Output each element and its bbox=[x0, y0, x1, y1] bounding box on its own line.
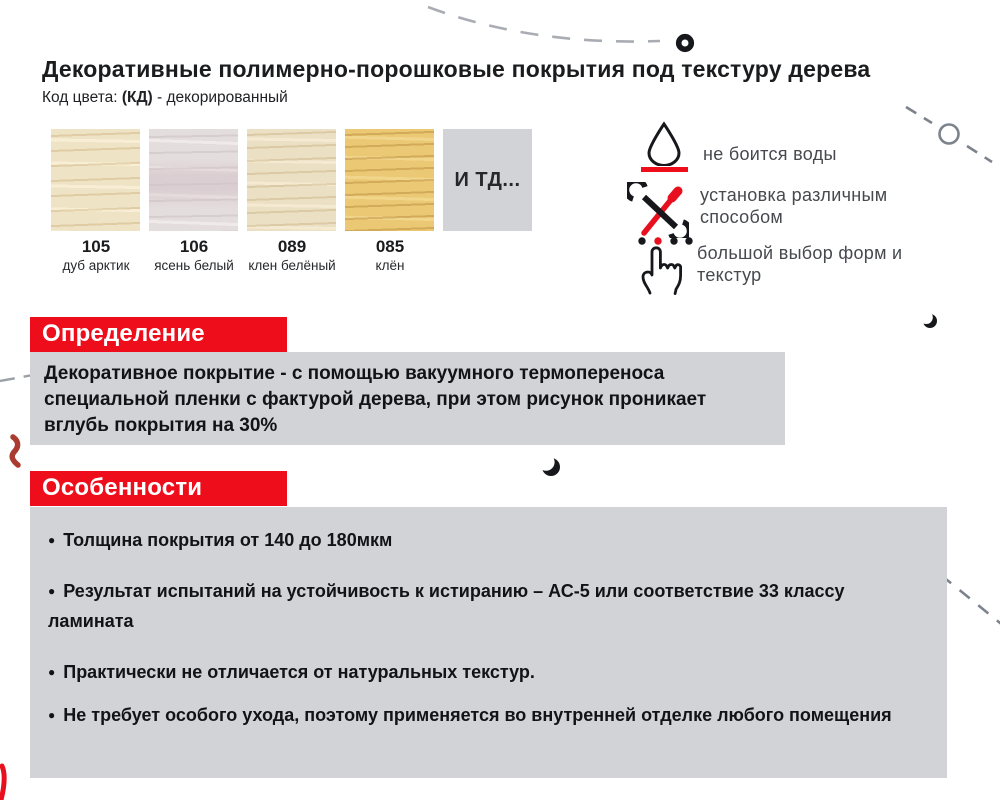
color-code-value: (КД) bbox=[121, 89, 153, 106]
swatch-label: 085 клён bbox=[375, 237, 405, 273]
crescent-dot-right bbox=[923, 314, 937, 328]
dashed-curve-top bbox=[428, 7, 660, 42]
features-heading: Особенности bbox=[30, 471, 287, 506]
feature-bullet: ● Результат испытаний на устойчивость к истиранию – АС-5 или соответствие 33 классу ламината bbox=[48, 576, 929, 636]
page-title: Декоративные полимерно-порошковые покрытия под текстуру дерева bbox=[42, 56, 871, 82]
red-stroke-bottomleft bbox=[1, 766, 4, 800]
feature-label-forms: большой выбор форм и текстур bbox=[697, 243, 903, 285]
hand-choice-icon bbox=[636, 233, 694, 299]
donut-dot bbox=[679, 37, 692, 50]
definition-heading: Определение bbox=[30, 317, 287, 352]
swatch-more-tile: И ТД... bbox=[443, 129, 532, 231]
dashed-line-bottomright bbox=[941, 575, 1000, 627]
dashed-line-left bbox=[0, 375, 33, 381]
red-underline bbox=[641, 167, 688, 172]
tools-icon bbox=[627, 182, 689, 238]
swatch-label: 089 клен белёный bbox=[248, 237, 336, 273]
feature-bullet: ● Не требует особого ухода, поэтому применяется во внутренней отделке любого помещения bbox=[48, 700, 929, 730]
feature-label-water: не боится воды bbox=[703, 144, 837, 164]
feature-bullet: ● Практически не отличается от натуральных текстур. bbox=[48, 657, 929, 687]
swatch-089-maple-bleached bbox=[247, 129, 336, 231]
features-body bbox=[30, 507, 947, 778]
definition-body: Декоративное покрытие - с помощью вакуумного термопереноса специальной пленки с фактурой дерева, при этом рисунок проникает вглубь покрытия на 30% bbox=[30, 352, 785, 445]
swatch-label: 106 ясень белый bbox=[154, 237, 234, 273]
red-squiggle-left bbox=[12, 437, 18, 465]
feature-bullet: ● Толщина покрытия от 140 до 180мкм bbox=[48, 525, 929, 555]
crescent-dot-mid bbox=[542, 458, 560, 476]
swatch-085-maple bbox=[345, 129, 434, 231]
circle-outline-topright bbox=[940, 125, 959, 144]
color-code-subtitle: Код цвета: (КД) - декорированный bbox=[42, 89, 288, 106]
feature-label-install: установка различным способом bbox=[700, 185, 888, 227]
swatch-106-ash-white bbox=[149, 129, 238, 231]
swatch-105-oak-arctic bbox=[51, 129, 140, 231]
swatch-label: 105 дуб арктик bbox=[62, 237, 130, 273]
water-drop-icon bbox=[642, 120, 686, 166]
